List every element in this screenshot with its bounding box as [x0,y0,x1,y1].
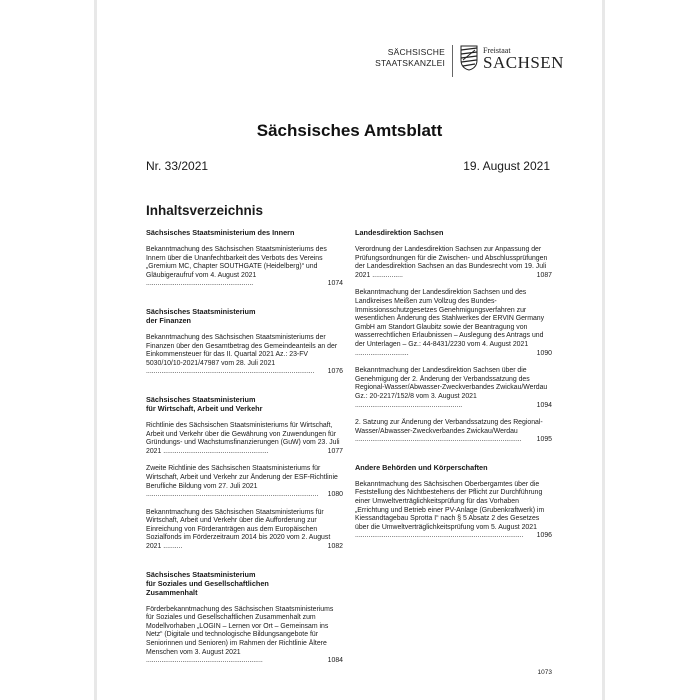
page-number: 1073 [537,669,552,676]
entry-page: 1074 [327,280,343,288]
document-title: Sächsisches Amtsblatt [256,121,443,140]
issue-date: 19. August 2021 [463,159,550,173]
entry-leader: ........................................................ [146,280,254,288]
entry-leader: .......................................................................................... [146,491,319,499]
toc-entry[interactable] [355,289,552,358]
section-heading: Sächsisches Staatsministerium für Soziales und Gesellschaftlichen Zusammenhalt [146,569,269,597]
toc-entry[interactable] [146,465,343,499]
entry-page: 1077 [327,447,343,455]
entry-text: 2. Satzung zur Änderung der Verbandssatzung des Regional-Wasser/Abwasser-Zweckverbandes Zwickau/Werdau [355,419,543,435]
toc-entry[interactable] [146,509,343,552]
entry-text: Bekanntmachung der Landesdirektion Sachsen über die Genehmigung der 2. Änderung der Verbandssatzung des Regional-Wasser/Abwasser-Zweckverbandes Zwickau/Werdau Gz.: 20-2217/152/8 vom 3. August 2021 [355,367,548,400]
toc-entry[interactable] [146,606,343,666]
entry-page: 1080 [327,491,343,499]
entry-leader: ............................ [355,349,409,357]
toc-heading: Inhaltsverzeichnis [146,203,264,218]
entry-leader: ................ [372,271,403,279]
issue-number: Nr. 33/2021 [146,159,209,173]
entry-text: Bekanntmachung der Landesdirektion Sachsen und des Landkreises Meißen zum Vollzug des Bundes-Immissionsschutzgesetzes Genehmigungsverfahren zur wesentlichen Änderung des Stahlwerkes der ERVIN Germany GmbH am Standort Glaubitz sowie der Beantragung von wasserrechtlichen Erlaubnissen – Auslegung des Antrags und der Unterlagen – Gz.: 44-8431/2230 vom 4. August 2021 [355,289,545,348]
section-heading: Sächsisches Staatsministerium für Wirtschaft, Arbeit und Verkehr [146,394,263,413]
entry-text: Zweite Richtlinie des Sächsischen Staatsministeriums für Wirtschaft, Arbeit und Verkehr zur Änderung der ESF-Richtlinie Berufliche Bildung vom 27. Juli 2021 [146,465,338,490]
section-heading: Andere Behörden und Körperschaften [355,462,488,472]
entry-leader: ........................................................ [355,401,463,409]
entry-leader: ........................................................................................ [355,532,524,540]
toc-entry[interactable] [355,246,552,280]
header-logo [300,45,564,85]
entry-page: 1084 [327,657,343,665]
section-heading: Sächsisches Staatsministerium des Innern [146,228,295,237]
entry-text: Bekanntmachung des Sächsischen Oberbergamtes über die Feststellung des Nichtbestehens der Pflicht zur Durchführung einer Umweltverträglichkeitsprüfung für das Vorhaben „Errichtung und Betrieb einer PV-Anlage (Grubenkraftwerk) im Kiessandtagebau Sprotta I“ nach § 5 Absatz 2 des Gesetzes über die Umweltverträglichkeitsprüfung vom 5. August 2021 [355,480,545,531]
entry-text: Bekanntmachung des Sächsischen Staatsministeriums für Wirtschaft, Arbeit und Verkehr über die Aufforderung zur Einreichung von Förderanträgen aus dem Europäischen Sozialfonds im Förderzeitraum 2014 bis 2020 vom 2. August 2021 [146,508,331,551]
toc-entry[interactable] [355,367,552,410]
chancellery-label: SÄCHSISCHE STAATSKANZLEI [375,47,445,68]
section-heading: Landesdirektion Sachsen [355,228,444,237]
entry-page: 1076 [327,368,343,376]
entry-leader: ........................................................................................ [146,368,315,376]
saxony-crest-icon [460,45,478,71]
toc-entry[interactable] [146,422,343,456]
entry-leader: ....................................................................................... [355,436,522,444]
toc-entry[interactable] [146,334,343,377]
toc-entry[interactable] [355,419,552,445]
sachsen-label: SACHSEN [483,53,564,72]
entry-text: Verordnung der Landesdirektion Sachsen zur Anpassung der Prüfungsordnungen für die Zwischen- und Abschlussprüfungen der Landesdirektion Sachsen an das Bundesrecht vom 19. Juli 2021 [355,246,548,279]
entry-page: 1090 [536,349,552,357]
section-heading: Sächsisches Staatsministerium der Finanzen [146,306,256,325]
entry-page: 1094 [536,401,552,409]
entry-page: 1096 [536,532,552,540]
entry-page: 1082 [327,543,343,551]
entry-text: Förderbekanntmachung des Sächsischen Staatsministeriums für Soziales und Gesellschaftlichen Zusammenhalt zum Modellvorhaben „LOGIN – Lernen vor Ort – Gemeinsam ins Netz“ (Digitale und technologische Bildungsangebote für Seniorinnen und Senioren) im Rahmen der Richtlinie Ältere Menschen vom 3. August 2021 [146,605,334,656]
entry-text: Richtlinie des Sächsischen Staatsministeriums für Wirtschaft, Arbeit und Verkehr über die Gewährung von Zuwendungen für Gründungs- und Wachstumsfinanzierungen (GuW) vom 23. Juli 2021 [146,421,340,455]
entry-page: 1087 [536,271,552,279]
toc-entry[interactable] [355,481,552,541]
toc-right-column [355,228,552,550]
logo-divider [452,45,453,77]
entry-text: Bekanntmachung des Sächsischen Staatsministeriums des Innern über die Unanfechtbarkeit des Verbots des Vereins „Gremium MC, Chapter SOUTHGATE (Heidelberg)“ und Gläubigeraufruf vom 4. August 2021 [146,246,327,279]
toc-entry[interactable] [146,246,343,289]
page-shadow-right [602,0,605,700]
entry-page: 1095 [536,436,552,444]
entry-leader: ....................................................... [163,447,269,455]
entry-leader: .......... [163,543,183,551]
freistaat-label: Freistaat [483,46,511,55]
entry-text: Bekanntmachung des Sächsischen Staatsministeriums der Finanzen über den Gesamtbetrag des Gemeindeanteils an der Einkommensteuer für das II. Quartal 2021 Az.: 23-FV 5030/10/10-2021/47987 vom 28. Juli 2021 [146,333,338,367]
entry-leader: ............................................................. [146,657,263,665]
toc-left-column [146,228,343,675]
